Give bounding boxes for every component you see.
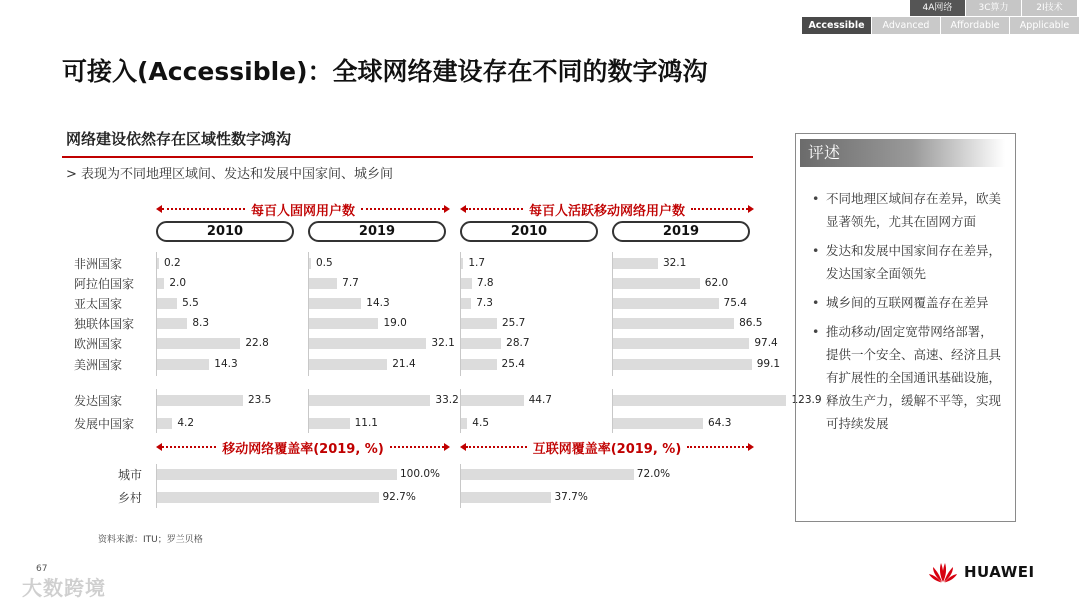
bar-value-label: 25.4 [501,358,525,370]
chart-header-mobile [460,201,754,217]
bar [157,278,164,289]
bar-value-label: 75.4 [723,297,747,309]
commentary-item: • 城乡间的互联网覆盖存在差异 [812,291,1004,314]
chart-title-internet-coverage: 互联网覆盖率(2019, %) [532,441,682,457]
dotted-line [466,446,527,448]
bar [613,359,752,370]
bar-value-label: 123.9 [791,394,822,406]
commentary-title: 评述 [800,139,1005,167]
bar-value-label: 0.2 [164,257,181,269]
chart-title-fixed: 每百人固网用户数 [251,203,356,219]
bar-value-label: 4.5 [472,417,489,429]
category-label: 非洲国家 [74,257,123,271]
category-label: 独联体国家 [74,317,135,331]
bar [309,258,311,269]
commentary-item: • 发达和发展中国家间存在差异，发达国家全面领先 [812,239,1004,285]
arrow-right-icon [748,205,754,213]
bar [461,318,497,329]
bar [309,418,350,429]
chart-header-fixed [156,201,450,217]
bar-value-label: 44.7 [528,394,552,406]
bar-value-label: 14.3 [214,358,238,370]
bar-value-label: 99.1 [756,358,781,370]
chart-title-mobile: 每百人活跃移动网络用户数 [529,203,686,219]
bar [461,418,467,429]
bar-value-label: 0.5 [316,257,333,269]
bar-value-label: 92.7% [382,491,416,503]
bar [157,469,397,480]
chart-header-mobile-coverage [156,439,450,455]
bar [461,492,551,503]
category-label: 美洲国家 [74,358,123,372]
brand-name: HUAWEI [964,563,1035,581]
section-divider [62,156,753,158]
category-label: 发展中国家 [74,417,135,431]
bar-value-label: 86.5 [739,317,763,329]
dotted-line [162,208,245,210]
bar-value-label: 23.5 [247,394,272,406]
bar [613,278,700,289]
bar-value-label: 19.0 [383,317,407,329]
bar [613,338,749,349]
bar-value-label: 72.0% [636,468,671,480]
tab-3c-compute[interactable]: 3C算力 [966,0,1022,16]
year-label-fixed-2010: 2010 [156,221,294,242]
bar [157,492,379,503]
category-label: 阿拉伯国家 [74,277,135,291]
coverage-category-label: 城市 [118,468,143,482]
axis-line [156,252,157,376]
axis-line [308,252,309,376]
bar [613,395,786,406]
chart-header-internet-coverage [460,439,754,455]
bar [157,318,187,329]
bar-value-label: 7.3 [476,297,493,309]
bar [461,278,472,289]
bar-value-label: 32.1 [662,257,687,269]
bar [461,338,501,349]
bar [461,359,497,370]
huawei-flower-icon [927,560,959,584]
bar-value-label: 7.8 [476,277,494,289]
commentary-item: • 不同地理区域间存在差异，欧美显著领先，尤其在固网方面 [812,187,1004,233]
bar [461,258,463,269]
bar-value-label: 25.7 [501,317,526,329]
year-label-mobile-2019: 2019 [612,221,750,242]
year-label-fixed-2019: 2019 [308,221,446,242]
section-subtitle: > 表现为不同地理区域间、发达和发展中国家间、城乡间 [66,167,394,182]
arrow-right-icon [444,443,450,451]
bar [309,278,337,289]
bar-value-label: 2.0 [169,277,187,289]
bar [309,395,430,406]
bar-value-label: 21.4 [392,358,416,370]
coverage-category-label: 乡村 [118,491,143,505]
bar [461,395,524,406]
bar-value-label: 62.0 [704,277,729,289]
watermark: 大数跨境 [22,576,106,600]
dotted-line [691,208,748,210]
bar [157,298,177,309]
dotted-line [687,446,748,448]
bar-value-label: 64.3 [708,417,732,429]
bar [309,298,361,309]
bar [613,258,658,269]
huawei-logo [927,560,1035,584]
tab-affordable[interactable]: Affordable [941,17,1010,34]
page-title: 可接入(Accessible)：全球网络建设存在不同的数字鸿沟 [62,57,708,86]
tab-4a-network[interactable]: 4A网络 [910,0,966,16]
bar [157,338,240,349]
dotted-line [466,208,523,210]
category-label: 欧洲国家 [74,337,123,351]
bar-value-label: 11.1 [354,417,378,429]
year-label-mobile-2010: 2010 [460,221,598,242]
dotted-line [361,208,444,210]
axis-line [612,252,613,376]
bar [157,359,209,370]
arrow-right-icon [444,205,450,213]
bar [613,418,703,429]
bar-value-label: 4.2 [177,417,195,429]
bar-value-label: 28.7 [506,337,530,349]
bar [613,298,719,309]
commentary-list [812,187,1004,441]
tab-accessible[interactable]: Accessible [802,17,872,34]
tab-advanced[interactable]: Advanced [872,17,941,34]
bar-value-label: 37.7% [554,491,588,503]
bar-value-label: 22.8 [245,337,269,349]
bar-value-label: 14.3 [366,297,390,309]
bar [461,469,634,480]
top-nav [910,0,1078,16]
bar-value-label: 8.3 [192,317,210,329]
category-label: 发达国家 [74,394,123,408]
bar [309,359,387,370]
bar-value-label: 32.1 [431,337,455,349]
bar [309,338,426,349]
dotted-line [162,446,216,448]
arrow-right-icon [748,443,754,451]
dotted-line [390,446,444,448]
bar-value-label: 1.7 [468,257,486,269]
bar-value-label: 7.7 [342,277,359,289]
tab-applicable[interactable]: Applicable [1010,17,1080,34]
bar [157,395,243,406]
axis-line [460,252,461,376]
bar [309,318,378,329]
bar [157,258,159,269]
page-number: 67 [36,564,48,574]
bar [613,318,734,329]
bar [461,298,471,309]
bar-value-label: 33.2 [435,394,459,406]
bar [157,418,172,429]
commentary-item: • 推动移动/固定宽带网络部署，提供一个安全、高速、经济且具有扩展性的全国通讯基础设施，释放生产力，缓解不平等，实现可持续发展 [812,320,1004,435]
tab-2i-tech[interactable]: 2I技术 [1022,0,1078,16]
sub-nav [802,17,1080,34]
category-label: 亚太国家 [74,297,123,311]
section-title: 网络建设依然存在区域性数字鸿沟 [66,130,292,148]
chart-title-mobile-coverage: 移动网络覆盖率(2019, %) [222,441,384,457]
bar-value-label: 97.4 [754,337,778,349]
bar-value-label: 5.5 [182,297,199,309]
bar-value-label: 100.0% [400,468,441,480]
source-note: 资料来源：ITU；罗兰贝格 [98,535,203,545]
